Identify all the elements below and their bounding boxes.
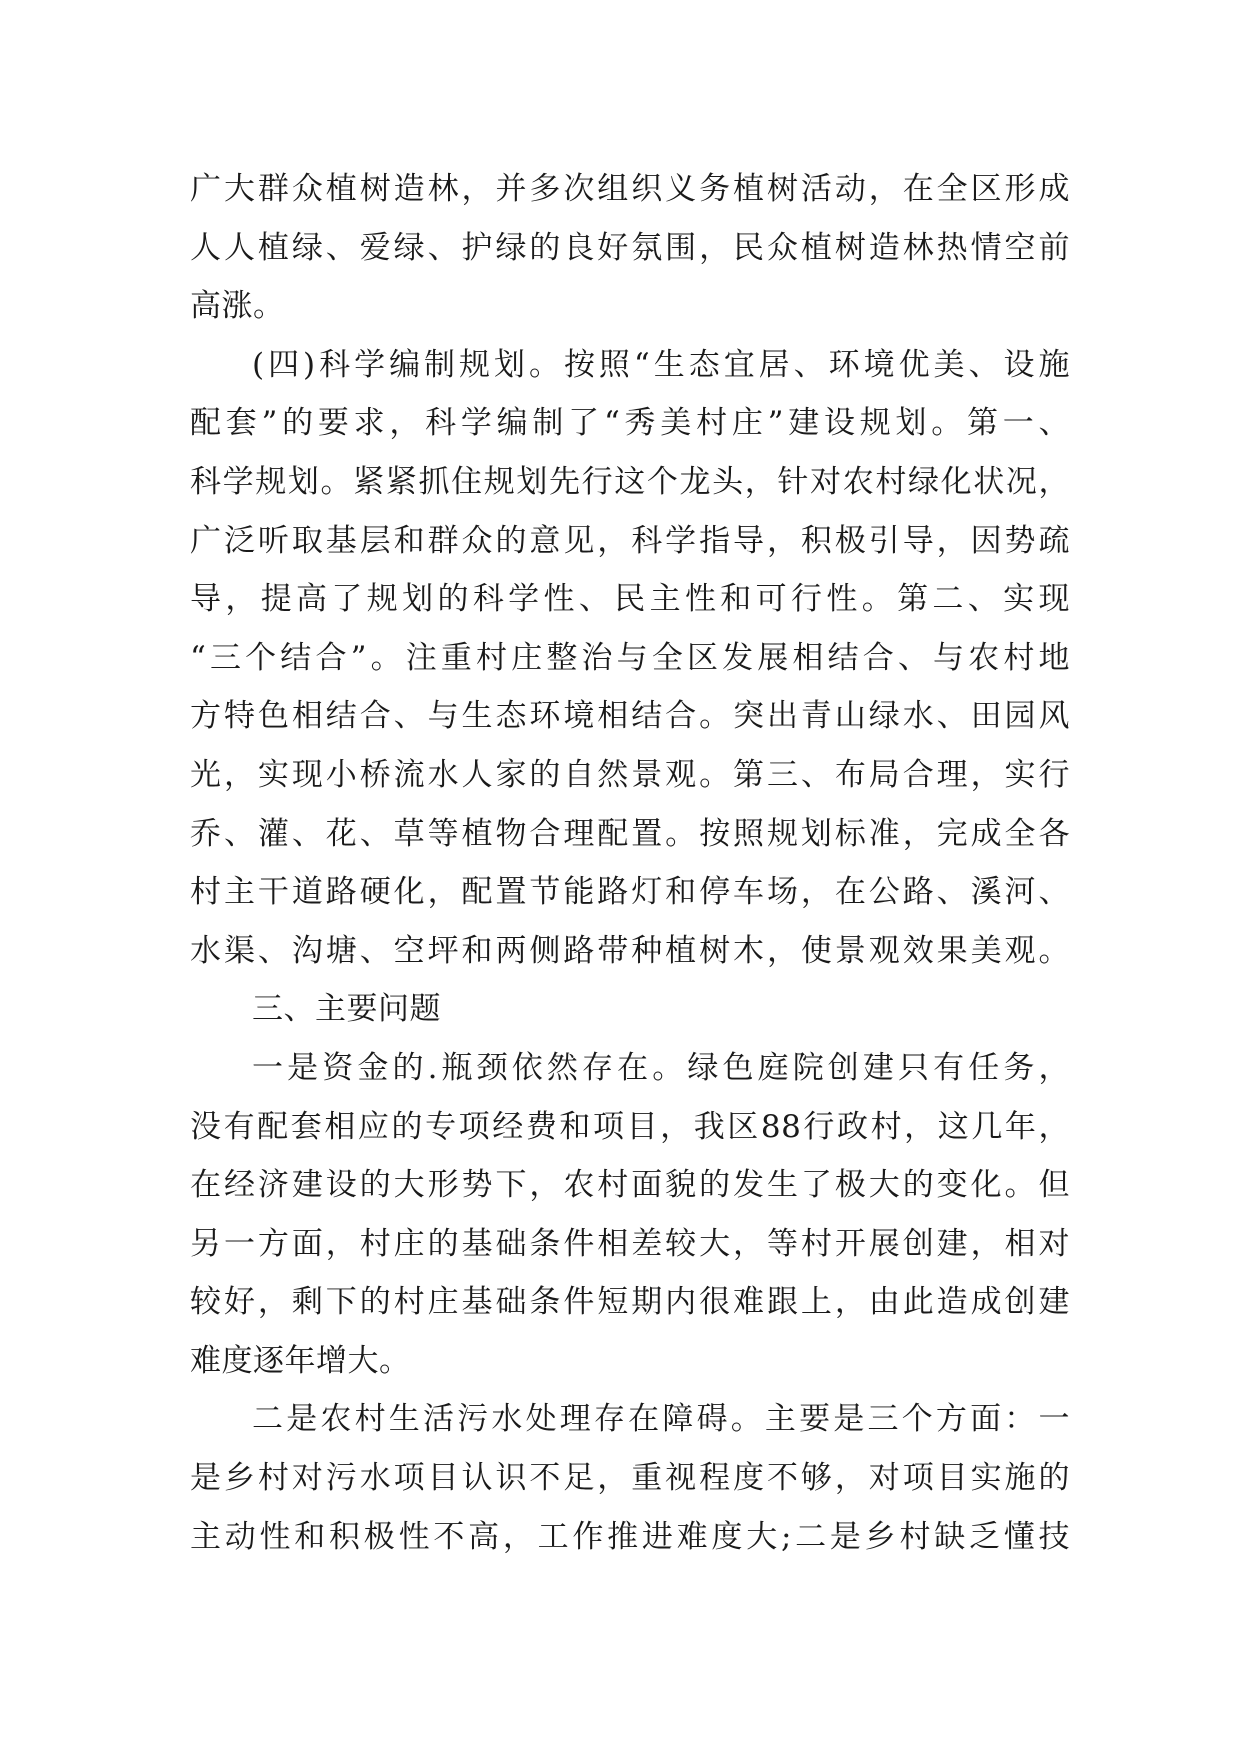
text-line: 没有配套相应的专项经费和项目，我区88行政村，这几年， [190, 1108, 1070, 1145]
text-line: 另一方面，村庄的基础条件相差较大，等村开展创建，相对 [190, 1225, 1070, 1262]
text-line: 广泛听取基层和群众的意见，科学指导，积极引导，因势疏 [190, 522, 1070, 559]
text-line: 方特色相结合、与生态环境相结合。突出青山绿水、田园风 [190, 698, 1070, 735]
text-line: 是乡村对污水项目认识不足，重视程度不够，对项目实施的 [190, 1460, 1070, 1497]
text-line: 难度逐年增大。 [190, 1342, 411, 1379]
text-line: 科学规划。紧紧抓住规划先行这个龙头，针对农村绿化状况， [190, 463, 1070, 500]
text-line: 导，提高了规划的科学性、民主性和可行性。第二、实现 [190, 581, 1070, 618]
body-text [190, 160, 1070, 1566]
text-line: 广大群众植树造林，并多次组织义务植树活动，在全区形成 [190, 171, 1070, 207]
text-line: (四)科学编制规划。按照“生态宜居、环境优美、设施 [252, 346, 1070, 383]
text-line: 人人植绿、爱绿、护绿的良好氛围，民众植树造林热情空前 [190, 229, 1070, 266]
text-line: “三个结合”。注重村庄整治与全区发展相结合、与农村地 [190, 639, 1070, 676]
text-line: 三、主要问题 [252, 991, 441, 1028]
text-line: 一是资金的.瓶颈依然存在。绿色庭院创建只有任务， [252, 1049, 1070, 1086]
text-line: 主动性和积极性不高，工作推进难度大;二是乡村缺乏懂技 [190, 1518, 1070, 1555]
text-line: 光，实现小桥流水人家的自然景观。第三、布局合理，实行 [190, 756, 1070, 793]
text-line: 高涨。 [190, 288, 285, 325]
text-line: 配套”的要求，科学编制了“秀美村庄”建设规划。第一、 [190, 405, 1070, 442]
text-line: 水渠、沟塘、空坪和两侧路带种植树木，使景观效果美观。 [190, 932, 1070, 969]
text-line: 在经济建设的大形势下，农村面貌的发生了极大的变化。但 [190, 1167, 1070, 1204]
text-line: 二是农村生活污水处理存在障碍。主要是三个方面：一 [252, 1401, 1070, 1438]
text-line: 乔、灌、花、草等植物合理配置。按照规划标准，完成全各 [190, 815, 1070, 852]
text-line: 村主干道路硬化，配置节能路灯和停车场，在公路、溪河、 [190, 874, 1070, 911]
text-line: 较好，剩下的村庄基础条件短期内很难跟上，由此造成创建 [190, 1284, 1070, 1321]
